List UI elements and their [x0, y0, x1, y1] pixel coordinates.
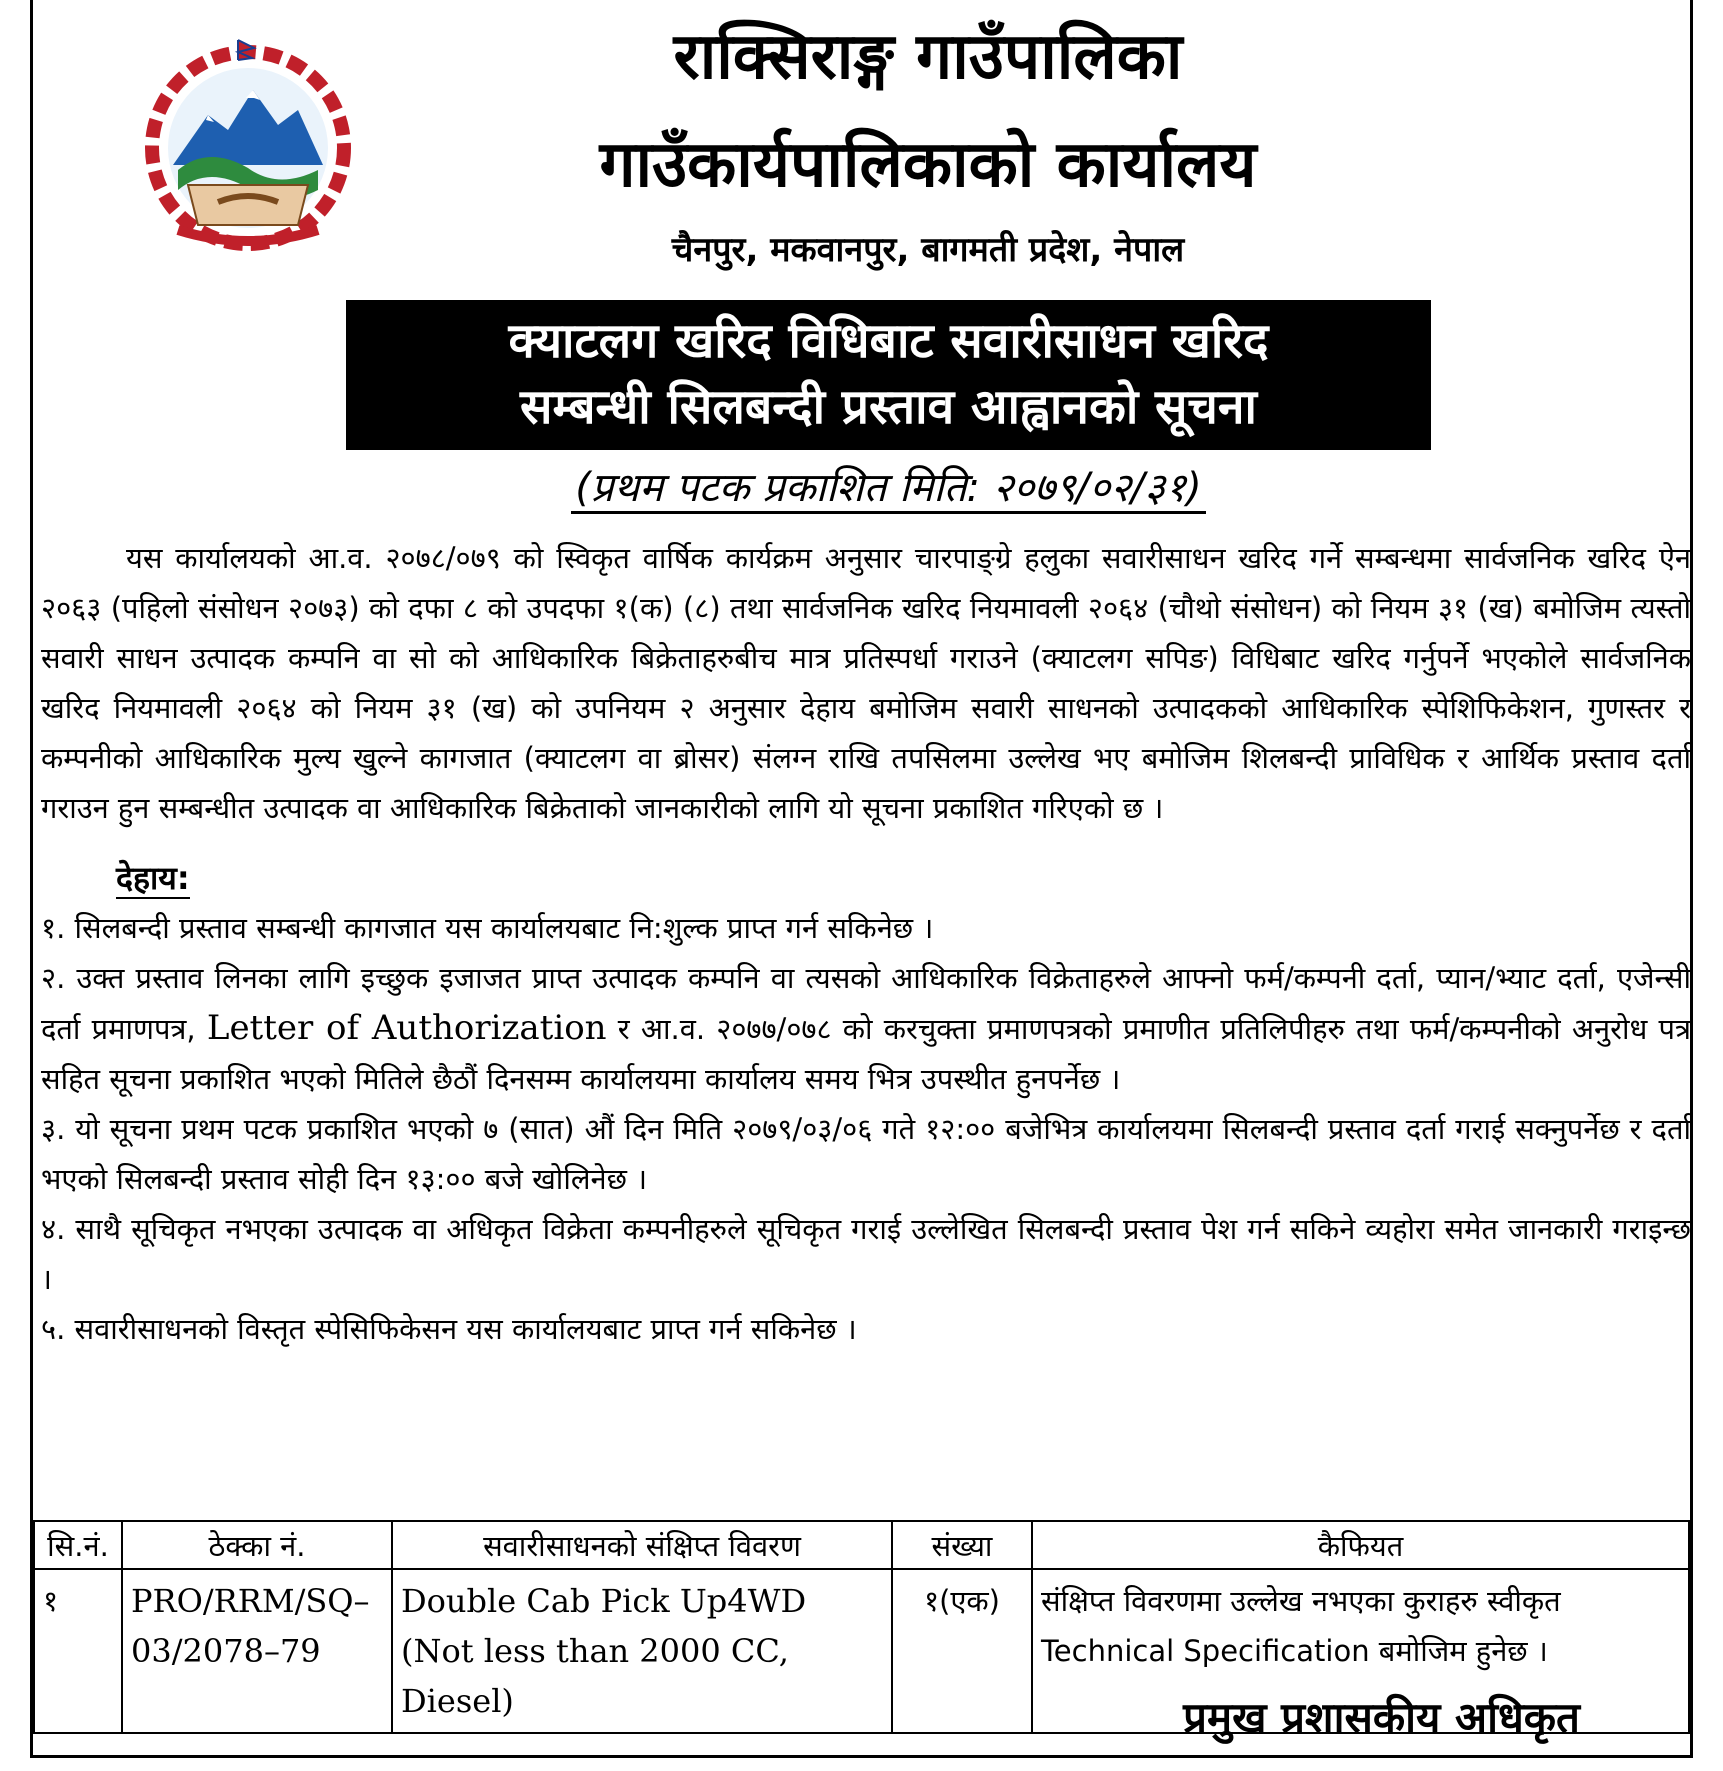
cell-quantity: १(एक) — [892, 1569, 1032, 1733]
header-contract-no: ठेक्का नं. — [122, 1521, 392, 1569]
list-item-3: ३. यो सूचना प्रथम पटक प्रकाशित भएको ७ (सात) औं दिन मिति २०७९/०३/०६ गते १२:०० बजेभित्र कार्यालयमा सिलबन्दी प्रस्ताव दर्ता गराई सक्नुपर्नेछ र दर्ता भएको सिलबन्दी प्रस्ताव सोही दिन १३:०० बजे खोलिनेछ । — [41, 1112, 1691, 1196]
notice-page — [30, 0, 1693, 1758]
signatory-title: प्रमुख प्रशासकीय अधिकृत — [1183, 1693, 1580, 1742]
list-item-5: ५. सवारीसाधनको विस्तृत स्पेसिफिकेसन यस कार्यालयबाट प्राप्त गर्न सकिनेछ । — [41, 1312, 857, 1346]
list-item-1: १. सिलबन्दी प्रस्ताव सम्बन्धी कागजात यस कार्यालयबाट नि:शुल्क प्राप्त गर्न सकिनेछ । — [41, 911, 934, 945]
details-heading — [41, 853, 1691, 903]
municipality-name: राक्सिराङ्ग गाउँपालिका — [673, 20, 1183, 94]
cell-description: Double Cab Pick Up4WD (Not less than 2000 CC, Diesel) — [392, 1569, 892, 1733]
notice-body — [41, 533, 1691, 1354]
table-header-row — [34, 1521, 1689, 1569]
cell-remarks: संक्षिप्त विवरणमा उल्लेख नभएका कुराहरु स्वीकृत Technical Specification बमोजिम हुनेछ । — [1032, 1569, 1689, 1733]
header-description: सवारीसाधनको संक्षिप्त विवरण — [392, 1521, 892, 1569]
details-heading-text: देहाय: — [116, 859, 190, 897]
nepal-government-emblem-icon — [128, 30, 368, 260]
office-address: चैनपुर, मकवानपुर, बागमती प्रदेश, नेपाल — [671, 230, 1185, 270]
list-item-2-part-b: र आ.व. २०७७/०७८ को करचुक्ता प्रमाणपत्रको प्रमाणीत प्रतिलिपीहरु तथा फर्म/कम्पनीको अनुरोध पत्र सहित सूचना प्रकाशित भएको मितिले छैठौं दिनसम्म कार्यालयमा कार्यालय समय भित्र उपस्थीत हुनपर्नेछ । — [41, 1012, 1692, 1096]
list-item-2-part-a: २. उक्त प्रस्ताव लिनका लागि इच्छुक इजाजत प्राप्त उत्पादक कम्पनि वा त्यसको आधिकारिक विक्रेताहरुले आफ्नो फर्म/कम्पनी दर्ता, प्यान/भ्याट दर्ता, एजेन्सी दर्ता प्रमाणपत्र, — [41, 961, 1691, 1046]
cell-sn: १ — [34, 1569, 122, 1733]
notice-title-banner — [346, 300, 1431, 450]
header-remarks: कैफियत — [1032, 1521, 1689, 1569]
publication-date-text: (प्रथम पटक प्रकाशित मिति: २०७९/०२/३१) — [571, 465, 1205, 514]
publication-date — [346, 458, 1431, 513]
header-sn: सि.नं. — [34, 1521, 122, 1569]
intro-paragraph: यस कार्यालयको आ.व. २०७८/०७९ को स्विकृत वार्षिक कार्यक्रम अनुसार चारपाङ्ग्रे हलुका सवारीसाधन खरिद गर्ने सम्बन्धमा सार्वजनिक खरिद ऐन २०६३ (पहिलो संसोधन २०७३) को दफा ८ को उपदफा १(क) (८) तथा सार्वजनिक खरिद नियमावली २०६४ (चौथो संसोधन) को नियम ३१ (ख) बमोजिम त्यस्तो सवारी साधन उत्पादक कम्पनि वा सो को आधिकारिक बिक्रेताहरुबीच मात्र प्रतिस्पर्धा गराउने (क्याटलग सपिङ) विधिबाट खरिद गर्नुपर्ने भएकोले सार्वजनिक खरिद नियमावली २०६४ को नियम ३१ (ख) को उपनियम २ अनुसार देहाय बमोजिम सवारी साधनको उत्पादकको आधिकारिक स्पेशिफिकेशन, गुणस्तर र कम्पनीको आधिकारिक मुल्य खुल्ने कागजात (क्याटलग वा ब्रोसर) संलग्न राखि तपसिलमा उल्लेख भए बमोजिम शिलबन्दी प्राविधिक र आर्थिक प्रस्ताव दर्ता गराउन हुन सम्बन्धीत उत्पादक वा आधिकारिक बिक्रेताको जानकारीको लागि यो सूचना प्रकाशित गरिएको छ । — [41, 541, 1691, 825]
office-name: गाउँकार्यपालिकाको कार्यालय — [599, 128, 1257, 202]
list-item-4: ४. साथै सूचिकृत नभएका उत्पादक वा अधिकृत विक्रेता कम्पनीहरुले सूचिकृत गराई उल्लेखित सिलबन्दी प्रस्ताव पेश गर्न सकिने व्यहोरा समेत जानकारी गराइन्छ । — [41, 1212, 1691, 1296]
notice-title-line-2: सम्बन्धी सिलबन्दी प्रस्ताव आह्वानको सूचना — [520, 379, 1257, 435]
list-item-2-latin: Letter of Authorization — [206, 1008, 607, 1048]
list-item-2 — [41, 953, 1691, 1104]
header-quantity: संख्या — [892, 1521, 1032, 1569]
cell-contract-no: PRO/RRM/SQ–03/2078–79 — [122, 1569, 392, 1733]
notice-title-line-1: क्याटलग खरिद विधिबाट सवारीसाधन खरिद — [508, 313, 1269, 369]
